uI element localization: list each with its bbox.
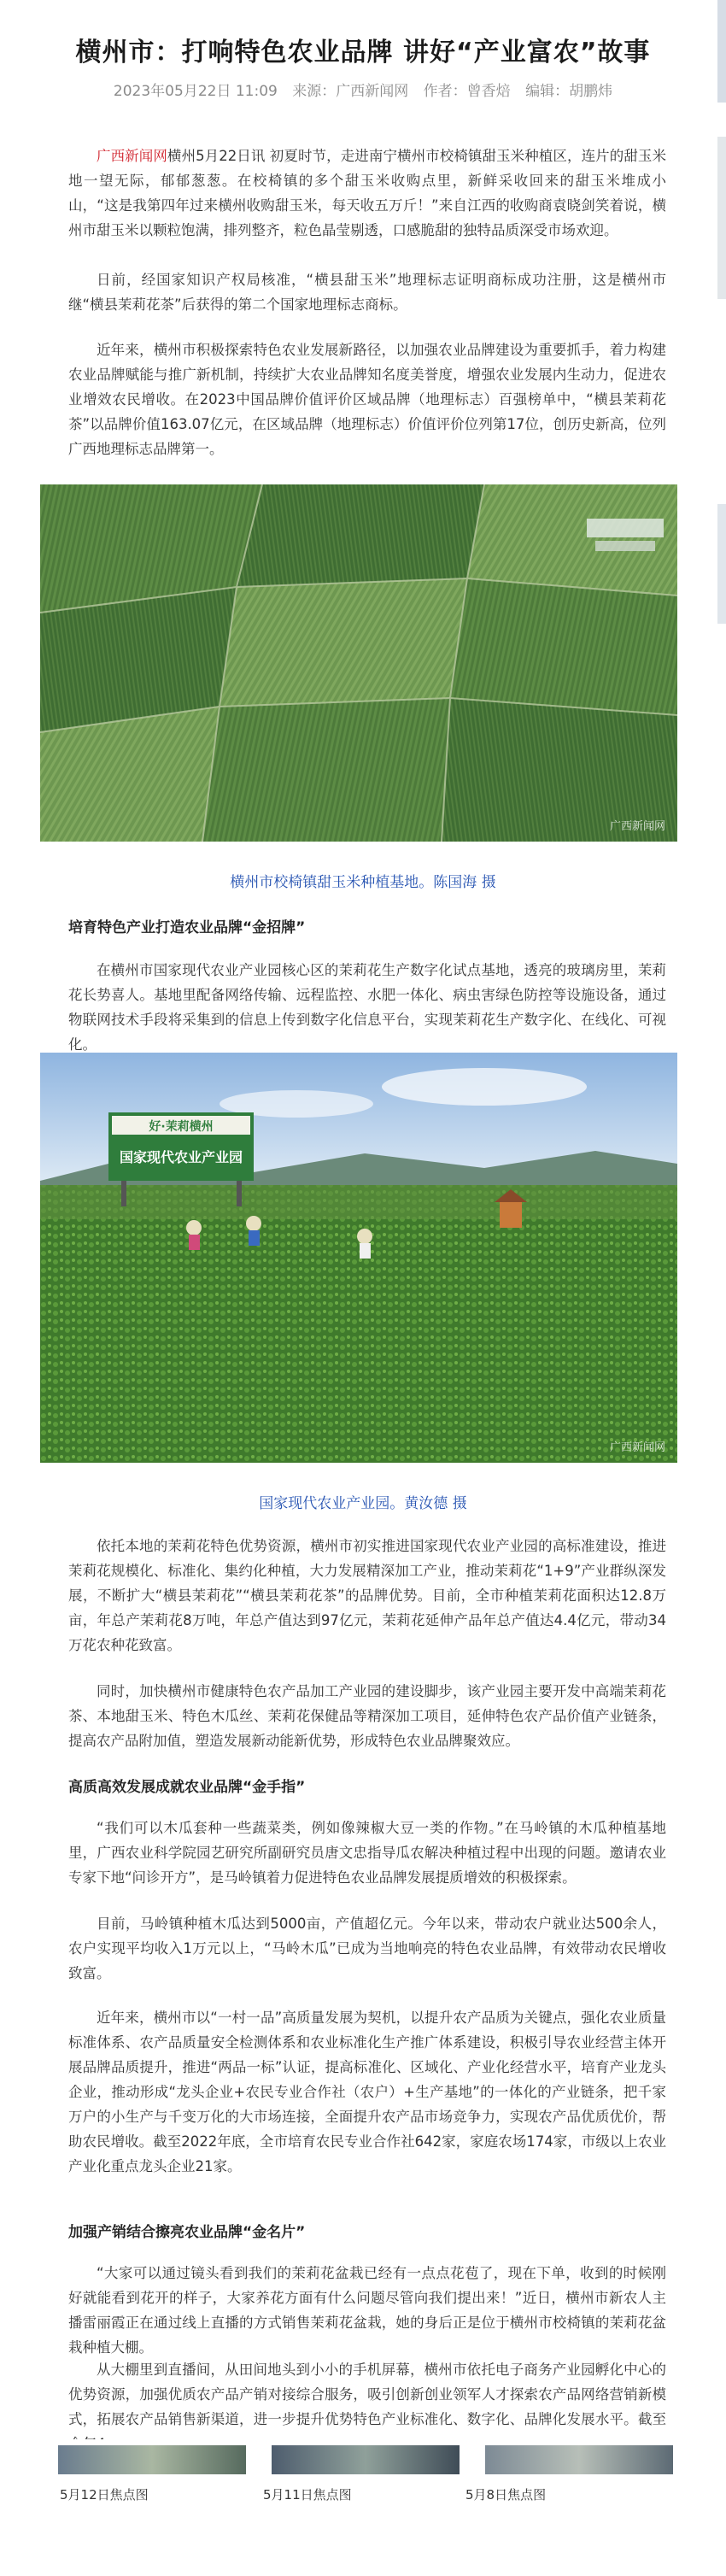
focus-thumb-1[interactable]	[58, 2445, 246, 2474]
source: 来源：广西新闻网	[292, 83, 409, 100]
section-heading-2: 高质高效发展成就农业品牌“金手指”	[68, 1779, 306, 1796]
paragraph-7: “我们可以木瓜套种一些蔬菜类，例如像辣椒大豆一类的作物。”在马岭镇的木瓜种植基地里，广西农业科学院园艺研究所副研究员唐文忠指导瓜农解决种植过程中出现的问题。邀请农业专家下地“问诊开方”，是马岭镇着力促进特色农业品牌发展提质增效的积极探索。	[68, 1820, 666, 1886]
article-meta	[0, 79, 726, 100]
image-watermark-2: 广西新闻网	[609, 1441, 665, 1454]
edge-ad-3[interactable]	[717, 504, 726, 624]
paragraph-11: 从大棚里到直播间，从田间地头到小小的手机屏幕，横州市依托电子商务产业园孵化中心的优势资源，加强优质农产品产销对接综合服务，吸引创新创业领军人才探索农产品网络营销新模式，拓展农产品销售新渠道，进一步提升优势特色产业标准化、数字化、品牌化发展水平。截至	[68, 2362, 666, 2427]
paragraph-10: “大家可以通过镜头看到我们的茉莉花盆栽已经有一点点花苞了，现在下单，收到的时候刚好就能看到花开的样子，大家养花方面有什么问题尽管向我们提出来！”近日，横州市新农人主播雷丽霞正在通过线上直播的方式销售茉莉花盆栽，她的身后正是位于横州市校椅镇的茉莉花盆栽种植大棚。	[68, 2265, 666, 2356]
paragraph-9: 近年来，横州市以“一村一品”高质量发展为契机，以提升农产品质为关键点，强化农业质量标准体系、农产品质量安全检测体系和农业标准化生产推广体系建设，积极引导农业经营主体开展品牌品质提升，推进“两品一标”认证，提高标准化、区域化、产业化经营水平，培育产业龙头企业，推动形成“龙头企业+农民专业合作社（农户）+生产基地”的一体化的产业链条，把千家万户的小生产与千变万化的大市场连接，全面提升农产品市场竞争力，实现农产品优质优价，帮助农民增收。截至2022年底，全市培育农民专业合作社642家，家庭农场174家，市级以上农业产业化重点龙头企业21家。	[68, 2010, 666, 2174]
focus-label-1[interactable]: 5月12日焦点图	[60, 2487, 149, 2503]
section-heading-1: 培育特色产业打造农业品牌“金招牌”	[68, 919, 306, 936]
section-heading-3: 加强产销结合擦亮农业品牌“金名片”	[68, 2224, 306, 2241]
source-link[interactable]: 广西新闻网	[97, 148, 167, 164]
paragraph-8: 目前，马岭镇种植木瓜达到5000亩，产值超亿元。今年以来，带动农户就业达500余人，农户实现平均收入1万元以上，“马岭木瓜”已成为当地响亮的特色农业品牌，有效带动农民增收致富。	[68, 1916, 666, 1981]
corn-field-image	[40, 484, 677, 842]
sign-top-text: 好·茉莉横州	[149, 1120, 214, 1134]
corn-field-photo	[40, 484, 677, 842]
jasmine-park-image	[40, 1053, 677, 1463]
edge-ad-2[interactable]	[717, 137, 726, 299]
author: 作者：曾香焙	[423, 83, 511, 100]
paragraph-1: 广西新闻网横州5月22日讯 初夏时节，走进南宁横州市校椅镇甜玉米种植区，连片的甜玉米地一望无际，郁郁葱葱。在校椅镇的多个甜玉米收购点里，新鲜采收回来的甜玉米堆成小山，“这是我第四年过来横州收购甜玉米，每天收五万斤！”来自江西的收购商袁晓剑笑着说，横州市甜玉米以颗粒饱满，排列整齐，粒色晶莹剔透，口感脆甜的独特品质深受市场欢迎。	[68, 148, 666, 238]
editor: 编辑：胡鹏炜	[525, 83, 613, 100]
focus-label-2[interactable]: 5月11日焦点图	[263, 2487, 352, 2503]
paragraph-3: 近年来，横州市积极探索特色农业发展新路径，以加强农业品牌建设为重要抓手，着力构建农业品牌赋能与推广新机制，持续扩大农业品牌知名度美誉度，增强农业发展内生动力，促进农业增效农民增收。在2023中国品牌价值评价区域品牌（地理标志）百强榜单中，“横县茉莉花茶”以品牌价值163.07亿元，在区域品牌（地理标志）价值评价位列第17位，创历史新高，位列广西地理标志品牌第一。	[68, 342, 666, 457]
article-title: 横州市：打响特色农业品牌 讲好“产业富农”故事	[75, 38, 651, 67]
paragraph-5: 依托本地的茉莉花特色优势资源，横州市初实推进国家现代农业产业园的高标准建设，推进茉莉花规模化、标准化、集约化种植，大力发展精深加工产业，推动茉莉花“1+9”产业群纵深发展，不断扩大“横县茉莉花”“横县茉莉花茶”的品牌优势。目前，全市种植茉莉花面积达12.8万亩，年总产茉莉花8万吨，年总产值达到97亿元，茉莉花延伸产品年总产值达4.4亿元，带动34万花农种花致富。	[68, 1538, 666, 1653]
paragraph-4: 在横州市国家现代农业产业园核心区的茉莉花生产数字化试点基地，透亮的玻璃房里，茉莉花长势喜人。基地里配备网络传输、远程监控、水肥一体化、病虫害绿色防控等设施设备，通过物联网技术手段将采集到的信息上传到数字化信息平台，实现茉莉花生产数字化、在线化、可视化。	[68, 962, 666, 1053]
photo-caption-2: 国家现代农业产业园。黄汝德 摄	[259, 1495, 467, 1512]
focus-label-3[interactable]: 5月8日焦点图	[465, 2487, 547, 2503]
jasmine-park-photo	[40, 1053, 677, 1463]
focus-thumb-row	[58, 2445, 690, 2474]
paragraph-6: 同时，加快横州市健康特色农产品加工产业园的建设脚步，该产业园主要开发中高端茉莉花茶、本地甜玉米、特色木瓜丝、茉莉花保健品等精深加工项目，延伸特色农产品价值产业链条，提高农产品附加值，塑造发展新动能新优势，形成特色农业品牌聚效应。	[68, 1683, 666, 1749]
sign-main-text: 国家现代农业产业园	[119, 1149, 243, 1165]
photo-caption-1: 横州市校椅镇甜玉米种植基地。陈国海 摄	[230, 874, 496, 891]
image-watermark: 广西新闻网	[609, 820, 665, 833]
focus-thumb-2[interactable]	[272, 2445, 460, 2474]
publish-datetime: 2023年05月22日 11:09	[113, 83, 278, 100]
edge-ad-1[interactable]	[717, 0, 726, 103]
paragraph-2: 日前，经国家知识产权局核准，“横县甜玉米”地理标志证明商标成功注册，这是横州市继“横县茉莉花茶”后获得的第二个国家地理标志商标。	[68, 272, 666, 313]
focus-thumb-3[interactable]	[485, 2445, 673, 2474]
